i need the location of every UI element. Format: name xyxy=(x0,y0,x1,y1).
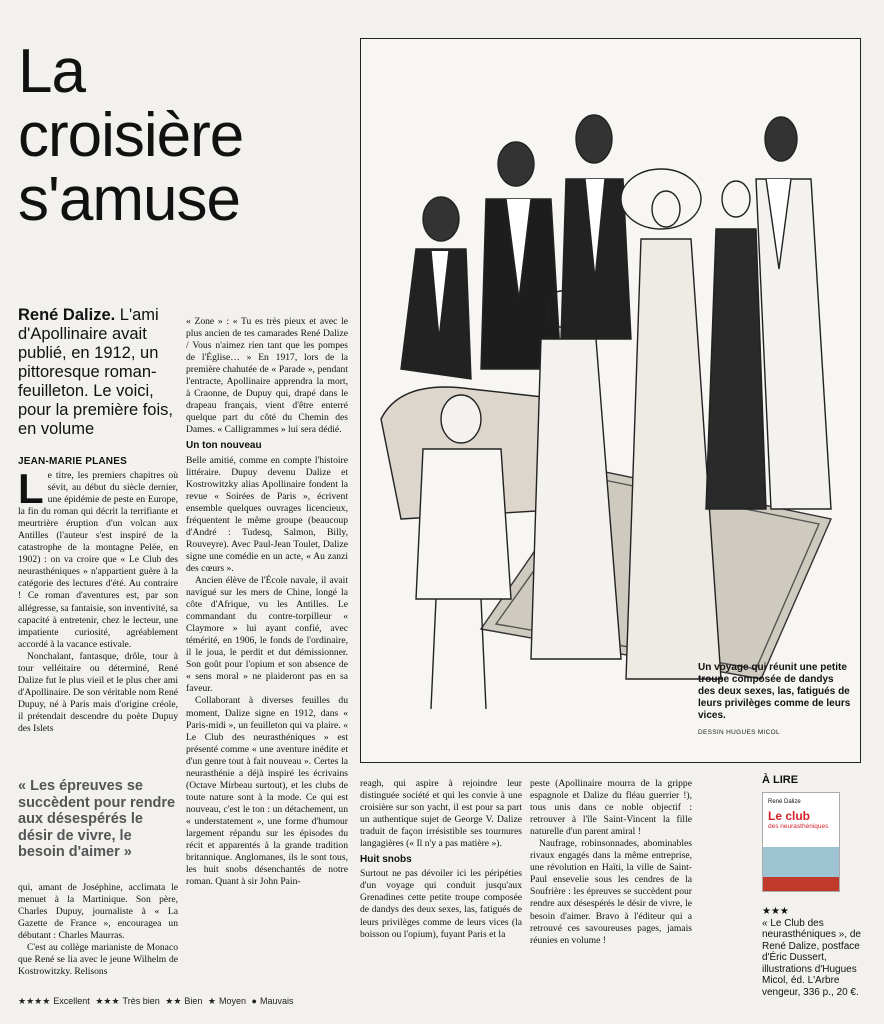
paragraph: Belle amitié, comme en compte l'histoire littéraire. Dupuy devenu Dalize et Kostrowitzky alias Apollinaire fondent la revue « Soirées de Paris », écrivent ensemble quelques ouvrages licencieux, fréquentent le même groupe (beaucoup d'André : Tudesq, Salmon, Billy, Rouveyre). Avec Paul-Jean Toulet, Dalize signe une comédie en un acte, « Au zanzi des cœurs ». xyxy=(186,454,348,574)
paragraph: peste (Apollinaire mourra de la grippe espagnole et Dalize du fléau guerrier !), tous unis dans ce noble objectif : retrouver à l'île Saint-Vincent la fille naturelle d'un parent amiral ! xyxy=(530,778,692,838)
legend-label: Bien xyxy=(184,996,203,1006)
title-line-3: s'amuse xyxy=(18,165,240,234)
paragraph: Nonchalant, fantasque, drôle, tour à tour velléitaire ou déterminé, René Dalize fut le plus vieil et le plus cher ami d'Apollinaire. De son véritable nom René Dupuy, né à Paris mais d'origine créole, il prétendait descendre du poète Dupuy des Islets xyxy=(18,650,178,734)
title-line-1: La xyxy=(18,37,85,106)
column-3 xyxy=(360,778,522,941)
book-author: René Dalize xyxy=(768,799,801,805)
dot-icon: ● xyxy=(251,996,257,1006)
book-details: « Le Club des neurasthéniques », de René Dalize, postface d'Éric Dussert, illustrations d'Hugues Micol, éd. L'Arbre vengeur, 336 p., 20 €. xyxy=(762,917,861,998)
lead-name: René Dalize. xyxy=(18,306,116,324)
paragraph: qui, amant de Joséphine, acclimata le menuet à la Martinique. Son père, Charles Dupuy, journaliste à « La Gazette de France », encouragea un débutant : Charles Maurras. xyxy=(18,882,178,942)
legend-label: Très bien xyxy=(122,996,160,1006)
rating-legend xyxy=(18,996,296,1007)
column-1-bottom xyxy=(18,882,178,978)
title-line-2: croisière xyxy=(18,101,244,170)
pull-quote: « Les épreuves se succèdent pour rendre aux désespérés le désir de vivre, le besoin d'aimer » xyxy=(18,778,176,860)
paragraph: Le titre, les premiers chapitres où sévit, au début du siècle dernier, une épidémie de peste en Europe, la fin du roman qui décrit la terrifiante et meurtrière éruption d'un volcan aux Antilles (l'auteur s'est inspiré de la catastrophe de la montagne Pelée, en 1902) : on va croire que « Le Club des neurasthéniques » n'appartient guère à la catégorie des lectures d'été. Au contraire ! Ce roman d'aventures est, par son allégresse, sa fantaisie, son inventivité, sa capacité à entretenir, chez le lecteur, une impatiente curiosité, agréablement accordé à la vacance estivale. xyxy=(18,465,178,650)
star-3-icon: ★★★ xyxy=(95,996,120,1006)
illustration-dandies xyxy=(360,38,861,763)
book-title-2: des neurasthéniques xyxy=(768,823,829,830)
drop-cap: L xyxy=(18,465,44,512)
illustration-caption: Un voyage qui réunit une petite troupe composée de dandys des deux sexes, las, fatigués de leurs privilèges comme de leurs vices. xyxy=(698,662,851,721)
column-4 xyxy=(530,778,692,947)
subheading: Huit snobs xyxy=(360,854,412,866)
paragraph: Ancien élève de l'École navale, il avait navigué sur les mers de Chine, longé la côte d'Afrique, vu les Antilles. Le commandant du contre-torpilleur « Claymore » lui ayant confié, avec témérité, en 1906, le fonds de l'ordinaire, il le joua, le perdit et dut démissionner. Son goût pour l'opium et son absence de « sens moral » ne plaideront pas en sa faveur. xyxy=(186,574,348,695)
byline: JEAN-MARIE PLANES xyxy=(18,456,127,467)
article-title xyxy=(18,37,348,234)
column-1-top xyxy=(18,465,178,735)
book-cover-art xyxy=(763,847,839,891)
article-lead xyxy=(18,306,178,439)
column-2 xyxy=(186,316,348,888)
star-4-icon: ★★★★ xyxy=(18,996,51,1006)
legend-label: Moyen xyxy=(219,996,247,1006)
paragraph: « Zone » : « Tu es très pieux et avec le plus ancien de tes camarades René Dalize / Vous n'aimez rien tant que les pompes de l'Église… » En 1917, lors de la première chahutée de « Parade », pendant l'entracte, Apollinaire apprendra la mort, à Craonne, de Dupuy qui, drapé dans le drapeau français, vient d'être enterré quelque part du côté du Chemin des Dames. « Calligrammes » lui sera dédié. xyxy=(186,316,348,436)
legend-label: Excellent xyxy=(53,996,90,1006)
sidebar-heading: À LIRE xyxy=(762,774,799,786)
star-1-icon: ★ xyxy=(207,996,216,1006)
legend-label: Mauvais xyxy=(259,996,294,1006)
book-rating: ★★★ xyxy=(762,906,789,917)
paragraph: Naufrage, robinsonnades, abominables rivaux engagés dans la même entreprise, une révolution en Haïti, la ville de Saint-Paul ensevelie sous les cendres de la Soufrière : les épreuves se succèdent pour rendre aux désespérés le désir de vivre, le besoin d'aimer. Bravo à l'éditeur qui a retrouvé ces savoureuses pages, jamais réunies en volume ! xyxy=(530,838,692,946)
paragraph: C'est au collège marianiste de Monaco que René se lia avec le jeune Wilhelm de Kostrowitzky. Relisons xyxy=(18,942,178,978)
paragraph: reagh, qui aspire à rejoindre leur distinguée société et qui les convie à une croisière sur son yacht, il est pour sa part un authentique sujet de George V. Dalize traduit de façon irrésistible ses tournures langagières (« Il n'y a pas matière »). xyxy=(360,778,522,850)
book-info xyxy=(762,906,877,998)
star-2-icon: ★★ xyxy=(165,996,182,1006)
subheading: Un ton nouveau xyxy=(186,440,262,452)
illustration-credit: DESSIN HUGUES MICOL xyxy=(698,729,780,736)
book-cover xyxy=(762,792,840,892)
paragraph: Surtout ne pas dévoiler ici les péripéties d'un voyage qui conduit jusqu'aux Grenadines cette petite troupe composée de dandys des deux sexes, las, fatigués de leurs privilèges comme de leurs vices (la boisson ou l'opium), fuyant Paris et la xyxy=(360,868,522,940)
illustration-drawing xyxy=(361,39,860,762)
paragraph: Collaborant à diverses feuilles du moment, Dalize signe en 1912, dans « Paris-midi », un feuilleton qui va plaire. « Le Club des neurasthéniques » est présenté comme « une aventure inédite et d'un genre tout à fait nouveau ». Certes la neurasthénie a déjà inspiré les écrivains (Octave Mirbeau surtout), et les clubs de toute nature sont à la mode. Ce qui est nouveau, c'est le ton : un détachement, un « understatement », une forme d'humour largement répandu sur les épisodes du récit et apparentés à la grande tradition britannique. Anglomanes, ils le sont tous, les huit snobs désenchantés de notre roman. Quant à sir John Pain- xyxy=(186,695,348,888)
book-title-1: Le club xyxy=(768,809,811,823)
lead-text: L'ami d'Apollinaire avait publié, en 1912, un pittoresque roman-feuilleton. Le voici, pour la première fois, en volume xyxy=(18,306,173,438)
